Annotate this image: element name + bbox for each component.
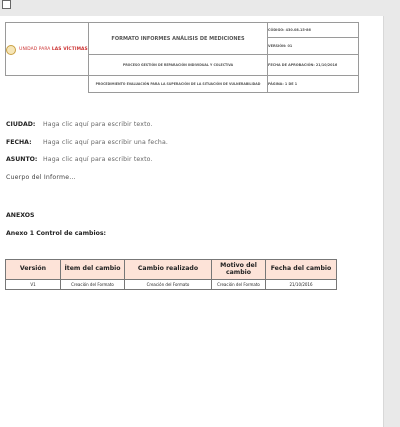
city-label: CIUDAD: xyxy=(6,121,36,128)
page-number: PÁGINA: 1 DE 1 xyxy=(268,76,359,93)
unidad-victimas-logo xyxy=(6,45,88,55)
city-row xyxy=(6,121,153,128)
change-control-table xyxy=(5,259,337,290)
process-name: PROCESO GESTIÓN DE REPARACIÓN INDIVIDUAL Y COLECTIVA xyxy=(89,55,268,76)
document-title: FORMATO INFORMES ANÁLISIS DE MEDICIONES xyxy=(89,23,268,55)
city-placeholder[interactable]: Haga clic aquí para escribir texto. xyxy=(42,121,153,128)
column-header: Motivo del cambio xyxy=(212,260,266,280)
table-cell: Creación del Formato xyxy=(212,280,266,290)
table-row xyxy=(6,280,337,290)
change-table-header xyxy=(6,260,337,280)
annexes-heading: ANEXOS xyxy=(6,212,35,219)
procedure-name: PROCEDIMIENTO EVALUACIÓN PARA LA SUPERACIÓN DE LA SITUACIÓN DE VULNERABILIDAD xyxy=(89,76,268,93)
subject-label: ASUNTO: xyxy=(6,156,38,163)
table-cell: Creación del Formato xyxy=(61,280,125,290)
column-header: Cambio realizado xyxy=(125,260,212,280)
date-row xyxy=(6,139,168,146)
selection-checkbox[interactable] xyxy=(2,0,11,9)
table-cell: V1 xyxy=(6,280,61,290)
approval-date: FECHA DE APROBACIÓN: 21/10/2016 xyxy=(268,55,359,76)
logo-text-prefix: UNIDAD PARA xyxy=(19,47,51,52)
date-placeholder[interactable]: Haga clic aquí para escribir una fecha. xyxy=(42,139,169,146)
document-header-table xyxy=(5,22,359,93)
document-code: CÓDIGO: 430.08.15-86 xyxy=(268,23,359,38)
table-cell: Creación del Formato xyxy=(125,280,212,290)
date-label: FECHA: xyxy=(6,139,32,146)
column-header: Fecha del cambio xyxy=(266,260,337,280)
column-header: Versión xyxy=(6,260,61,280)
logo-text-bold: LAS VÍCTIMAS xyxy=(51,47,88,52)
colombia-seal-icon xyxy=(6,45,16,55)
report-body[interactable]: Cuerpo del Informe… xyxy=(6,174,76,181)
annex-1-heading: Anexo 1 Control de cambios: xyxy=(6,230,107,237)
document-version: VERSIÓN: 01 xyxy=(268,37,359,55)
table-cell: 21/10/2016 xyxy=(266,280,337,290)
subject-row xyxy=(6,156,153,163)
subject-placeholder[interactable]: Haga clic aquí para escribir texto. xyxy=(42,156,153,163)
logo-cell xyxy=(6,23,89,76)
column-header: Ítem del cambio xyxy=(61,260,125,280)
